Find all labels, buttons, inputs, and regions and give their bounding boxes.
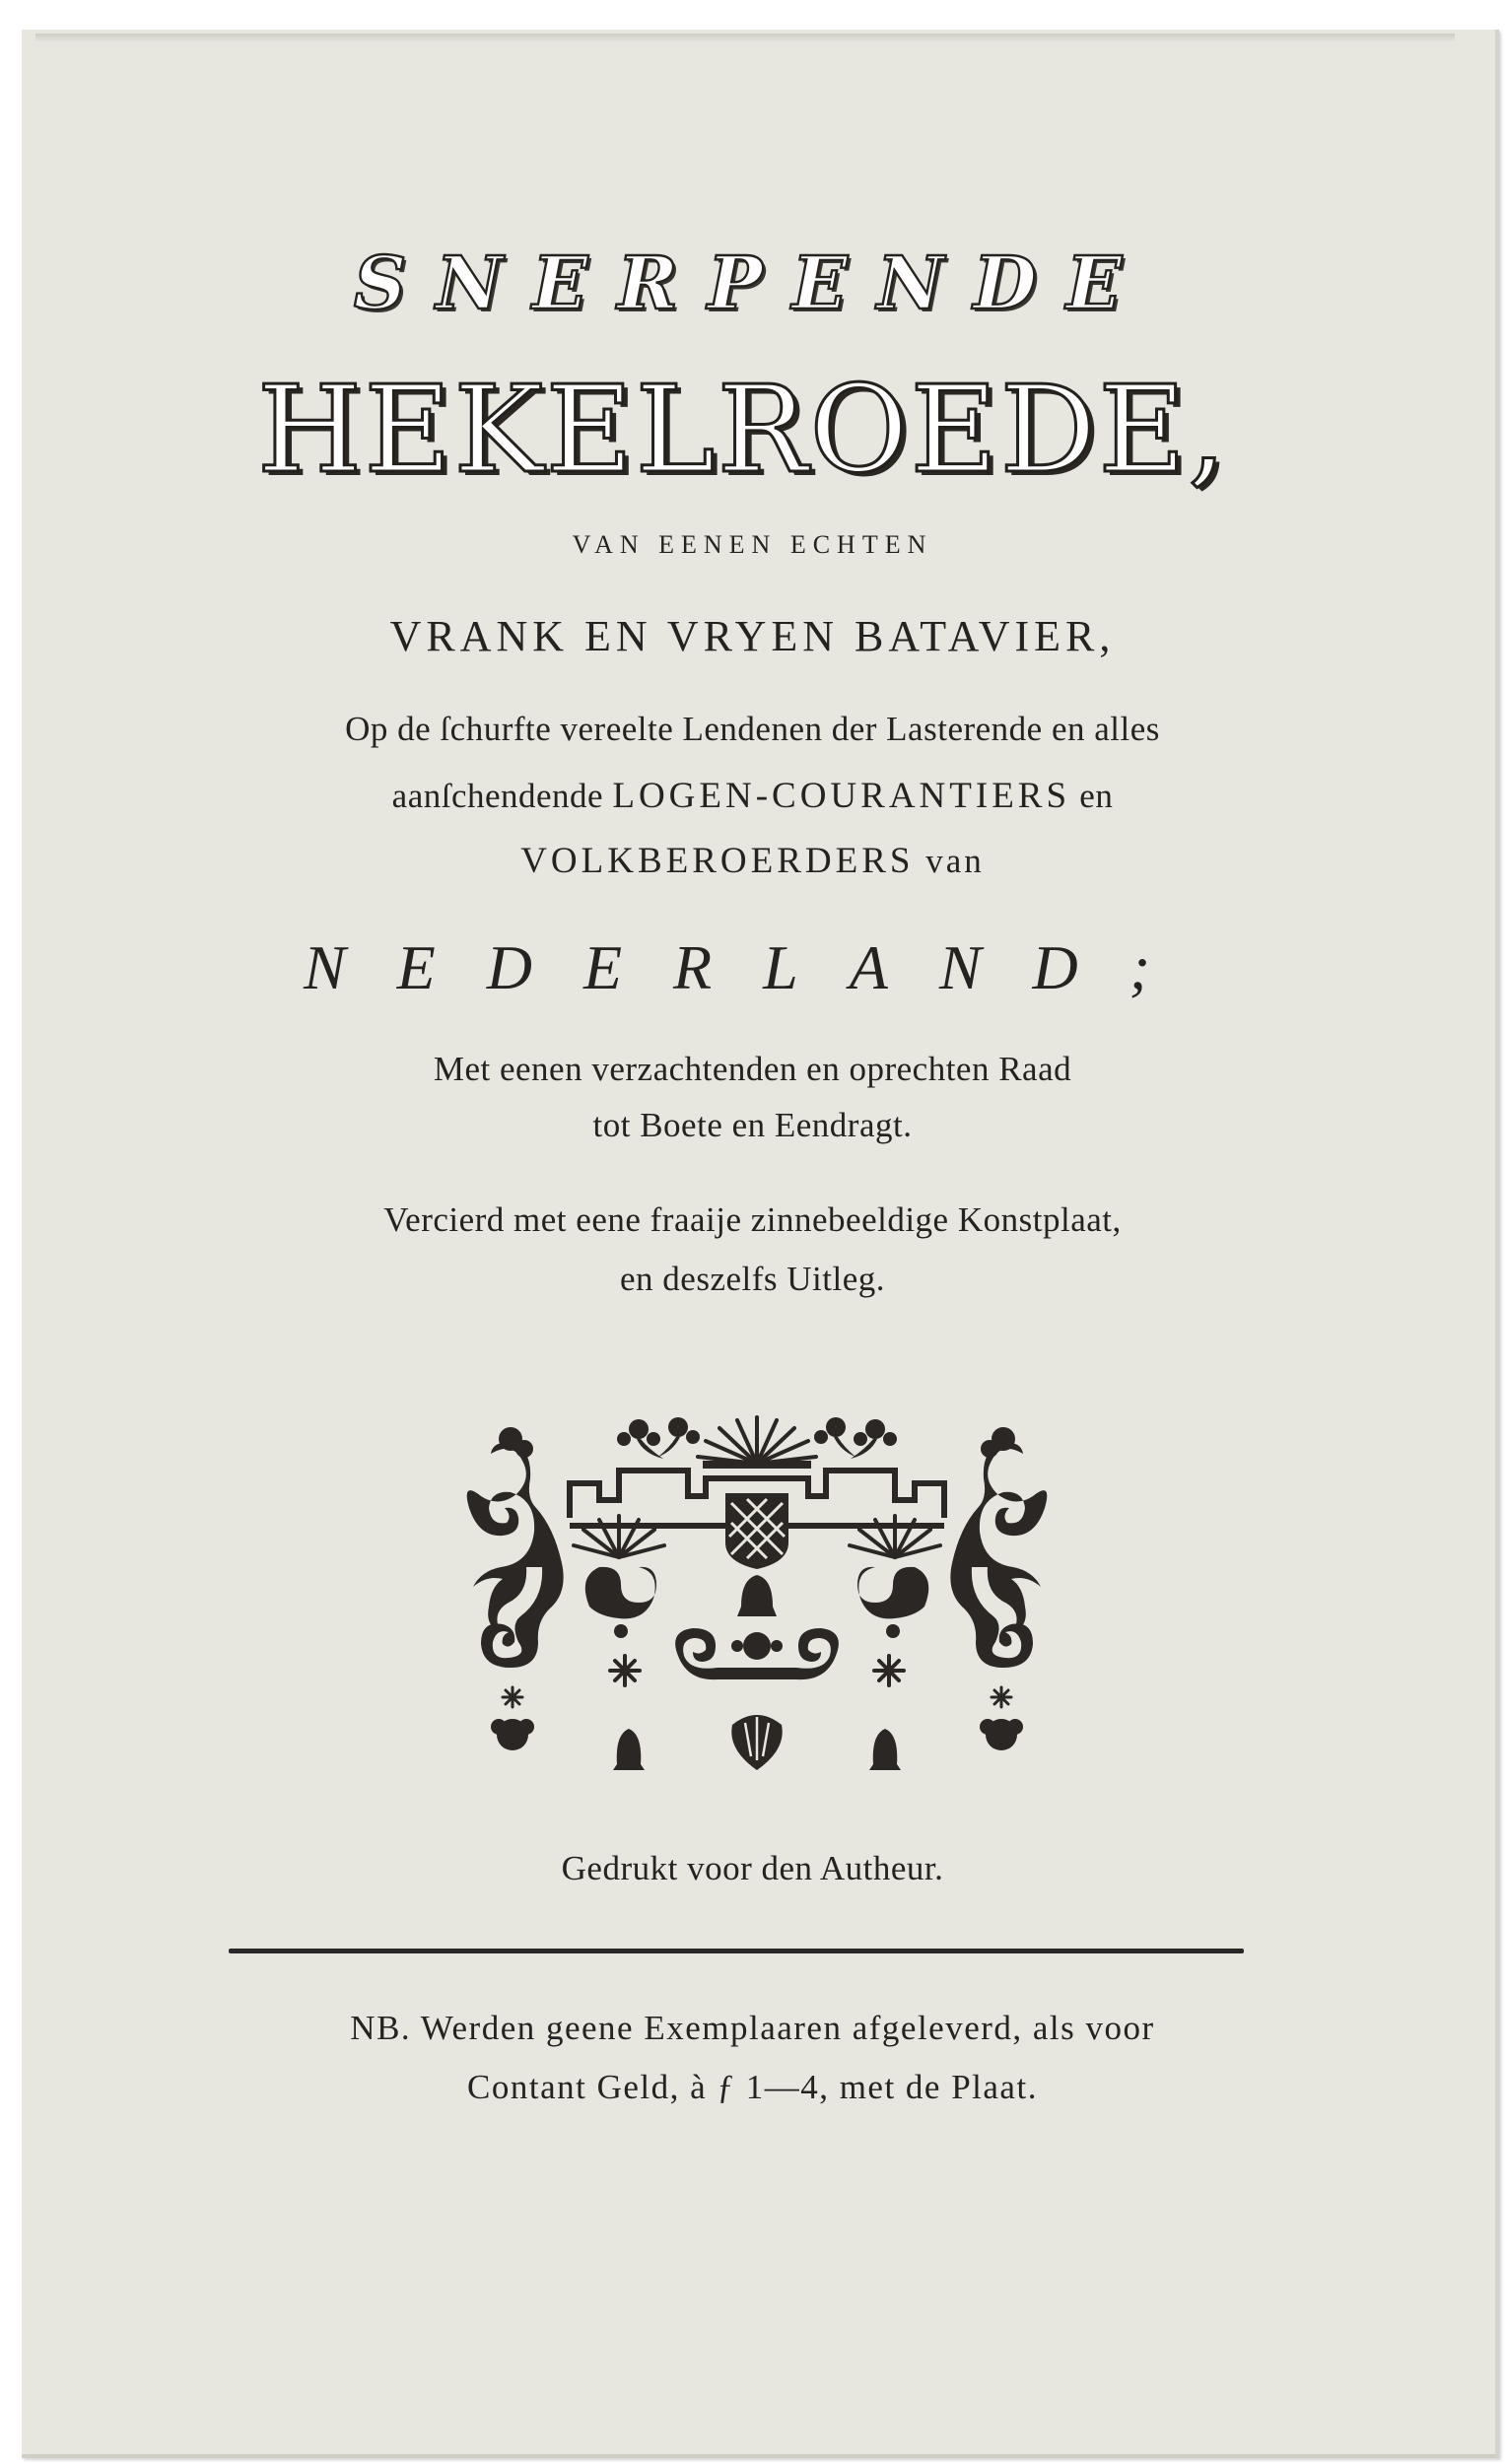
bell-icon [869, 1729, 901, 1770]
text-fragment-caps: VOLKBEROERDERS [520, 841, 915, 881]
subtitle-batavier: VRANK EN VRYEN BATAVIER, [389, 612, 1116, 660]
shield-icon [725, 1493, 788, 1569]
pendant-icon [491, 1719, 534, 1750]
imprint: Gedrukt voor den Autheur. [561, 1849, 944, 1887]
subtitle-line: VAN EENEN ECHTEN [572, 530, 933, 559]
scroll-icon [467, 1427, 564, 1668]
bell-icon [613, 1729, 645, 1770]
printers-ornament-icon [451, 1409, 1062, 1774]
star-icon [874, 1656, 904, 1685]
title-line-hekelroede: HEKELROEDE, [256, 360, 1229, 500]
scroll-icon [675, 1628, 839, 1679]
notice-line: NB. Werden geene Exemplaaren afgeleverd, als voor [350, 2009, 1155, 2047]
bell-icon [737, 1575, 777, 1616]
sunburst-icon [698, 1417, 816, 1464]
text-fragment: en [1070, 777, 1114, 815]
sunburst-icon [850, 1516, 940, 1557]
text-fragment: van [914, 842, 985, 880]
star-icon [610, 1656, 640, 1685]
text-fragment: aanſchendende [391, 777, 613, 815]
horizontal-rule [229, 1949, 1244, 1953]
notice-line: Contant Geld, à ƒ 1—4, met de Plaat. [467, 2068, 1038, 2106]
flower-icon [814, 1417, 897, 1459]
flower-icon [617, 1417, 700, 1459]
text-fragment-caps: LOGEN-COURANTIERS [612, 776, 1071, 816]
title-line-snerpende: SNERPENDE [353, 241, 1152, 326]
body-line: tot Boete en Eendragt. [592, 1106, 913, 1144]
title-nederland: NEDERLAND; [303, 932, 1202, 1002]
body-line: Vercierd met eene fraaije zinnebeeldige Konstplaat, [383, 1200, 1122, 1239]
body-line: Met eenen verzachtenden en oprechten Raad [433, 1050, 1072, 1088]
body-line: en deszelfs Uitleg. [620, 1260, 885, 1298]
shell-icon [731, 1715, 782, 1770]
flourish-icon [585, 1567, 656, 1638]
page-edge [35, 34, 1455, 41]
body-line-courantiers [0, 775, 1505, 817]
sunburst-icon [574, 1516, 664, 1557]
scroll-icon [950, 1427, 1047, 1668]
star-icon [503, 1687, 522, 1707]
body-line-volkberoerders [0, 840, 1505, 882]
star-icon [992, 1687, 1011, 1707]
body-line: Op de ſchurfte vereelte Lendenen der Lasterende en alles [345, 710, 1160, 748]
pendant-icon [980, 1719, 1023, 1750]
flourish-icon [857, 1567, 928, 1638]
